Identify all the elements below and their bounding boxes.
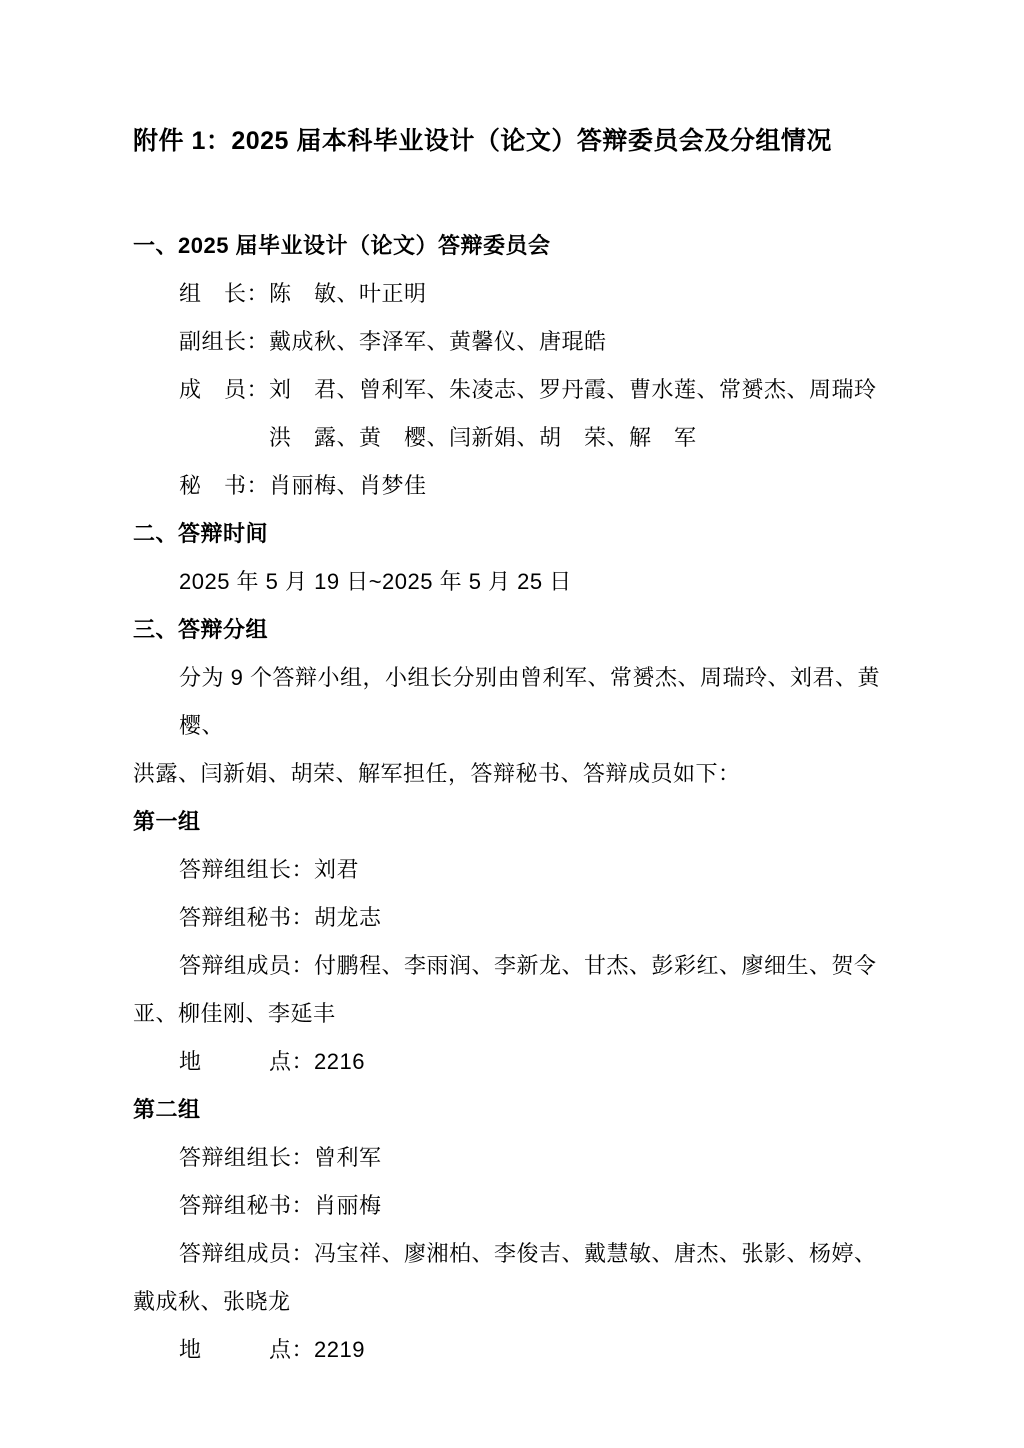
group2-members-names1: 冯宝祥、廖湘柏、李俊吉、戴慧敏、唐杰、张影、杨婷、 [314, 1241, 877, 1266]
group1-secretary-label: 答辩组秘书： [179, 905, 315, 930]
committee-members-line2: 洪 露、黄 樱、闫新娟、胡 荣、解 军 [269, 425, 697, 450]
group1-location-label: 地 点： [179, 1049, 315, 1074]
group1-name: 第一组 [133, 809, 201, 834]
group1-members-line2: 亚、柳佳刚、李延丰 [133, 1001, 336, 1026]
group1-leader-row [133, 846, 891, 894]
committee-secretary-label: 秘 书： [179, 473, 270, 498]
section-heading-time: 二、答辩时间 [133, 521, 269, 546]
group1-members-label: 答辩组成员： [179, 953, 315, 978]
group2-members-line2: 戴成秋、张晓龙 [133, 1289, 291, 1314]
group1-leader-label: 答辩组组长： [179, 857, 315, 882]
grouping-intro-line1: 分为 9 个答辩小组，小组长分别由曾利军、常赟杰、周瑞玲、刘君、黄樱、 [179, 665, 880, 738]
group2-location-row [133, 1326, 891, 1374]
group2-name: 第二组 [133, 1097, 201, 1122]
group1-location-row [133, 1038, 891, 1086]
group2-leader-label: 答辩组组长： [179, 1145, 315, 1170]
committee-leader-value: 陈 敏、叶正明 [269, 281, 427, 306]
group2-secretary-value: 肖丽梅 [314, 1193, 382, 1218]
group2-members-label: 答辩组成员： [179, 1241, 315, 1266]
committee-deputy-value: 戴成秋、李泽军、黄馨仪、唐琨皓 [269, 329, 607, 354]
section-heading-committee: 一、2025 届毕业设计（论文）答辩委员会 [133, 233, 551, 258]
group1-members-names1: 付鹏程、李雨润、李新龙、甘杰、彭彩红、廖细生、贺令 [314, 953, 877, 978]
committee-members-line1: 刘 君、曾利军、朱凌志、罗丹霞、曹水莲、常赟杰、周瑞玲 [269, 377, 877, 402]
group2-location-label: 地 点： [179, 1337, 315, 1362]
group2-secretary-row [133, 1182, 891, 1230]
group1-secretary-value: 胡龙志 [314, 905, 382, 930]
section-heading-grouping: 三、答辩分组 [133, 617, 269, 642]
defense-time-value: 2025 年 5 月 19 日~2025 年 5 月 25 日 [179, 569, 572, 594]
grouping-intro-line2: 洪露、闫新娟、胡荣、解军担任，答辩秘书、答辩成员如下： [133, 761, 741, 786]
committee-leader-row [133, 270, 891, 318]
group1-leader-value: 刘君 [314, 857, 360, 882]
committee-members-label: 成 员： [179, 377, 270, 402]
group2-members-line1 [133, 1230, 891, 1278]
group2-leader-value: 曾利军 [314, 1145, 382, 1170]
group1-members-line1 [133, 942, 891, 990]
committee-secretary-value: 肖丽梅、肖梦佳 [269, 473, 427, 498]
document-title: 附件 1：2025 届本科毕业设计（论文）答辩委员会及分组情况 [133, 127, 832, 155]
group2-secretary-label: 答辩组秘书： [179, 1193, 315, 1218]
group2-location-value: 2219 [314, 1337, 365, 1362]
group1-secretary-row [133, 894, 891, 942]
committee-members-row [133, 366, 891, 462]
committee-deputy-label: 副组长： [179, 329, 270, 354]
committee-secretary-row [133, 462, 891, 510]
document-content [133, 124, 891, 1374]
committee-members-value [269, 366, 891, 462]
group2-leader-row [133, 1134, 891, 1182]
group1-location-value: 2216 [314, 1049, 365, 1074]
committee-leader-label: 组 长： [179, 281, 270, 306]
committee-deputy-row [133, 318, 891, 366]
